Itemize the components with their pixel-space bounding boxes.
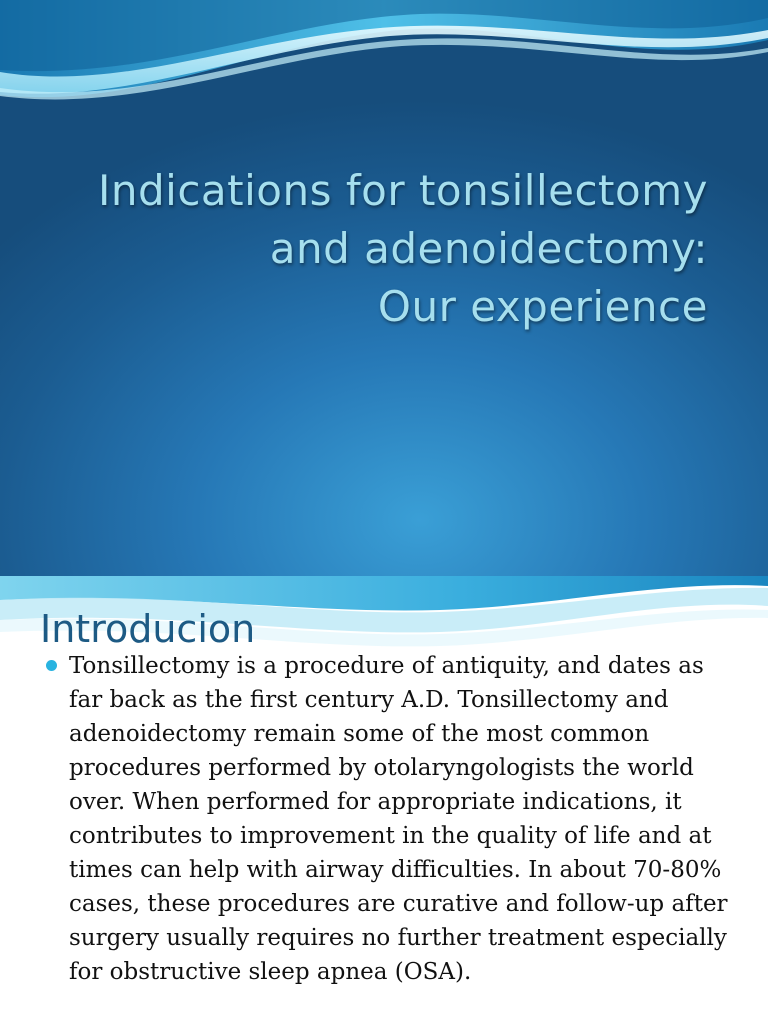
title-line-2: and adenoidectomy:	[269, 224, 708, 273]
bullet-list	[46, 649, 736, 989]
presentation-title	[28, 162, 708, 336]
title-line-3: Our experience	[377, 282, 708, 331]
title-line-1: Indications for tonsillectomy	[98, 166, 708, 215]
bullet-text: Tonsillectomy is a procedure of antiquity, and dates as far back as the first century A.D. Tonsillectomy and adenoidectomy remain some of the most common procedures performed by otolaryngologists the world over. When performed for appropriate indications, it contributes to improvement in the quality of life and at times can help with airway difficulties. In about 70-80% cases, these procedures are curative and follow-up after surgery usually requires no further treatment especially for obstructive sleep apnea (OSA).	[69, 653, 728, 985]
bullet-dot-icon	[46, 660, 57, 671]
intro-slide	[0, 576, 768, 1024]
wave-decoration	[0, 0, 768, 130]
slide-heading: Introducion	[40, 607, 256, 651]
